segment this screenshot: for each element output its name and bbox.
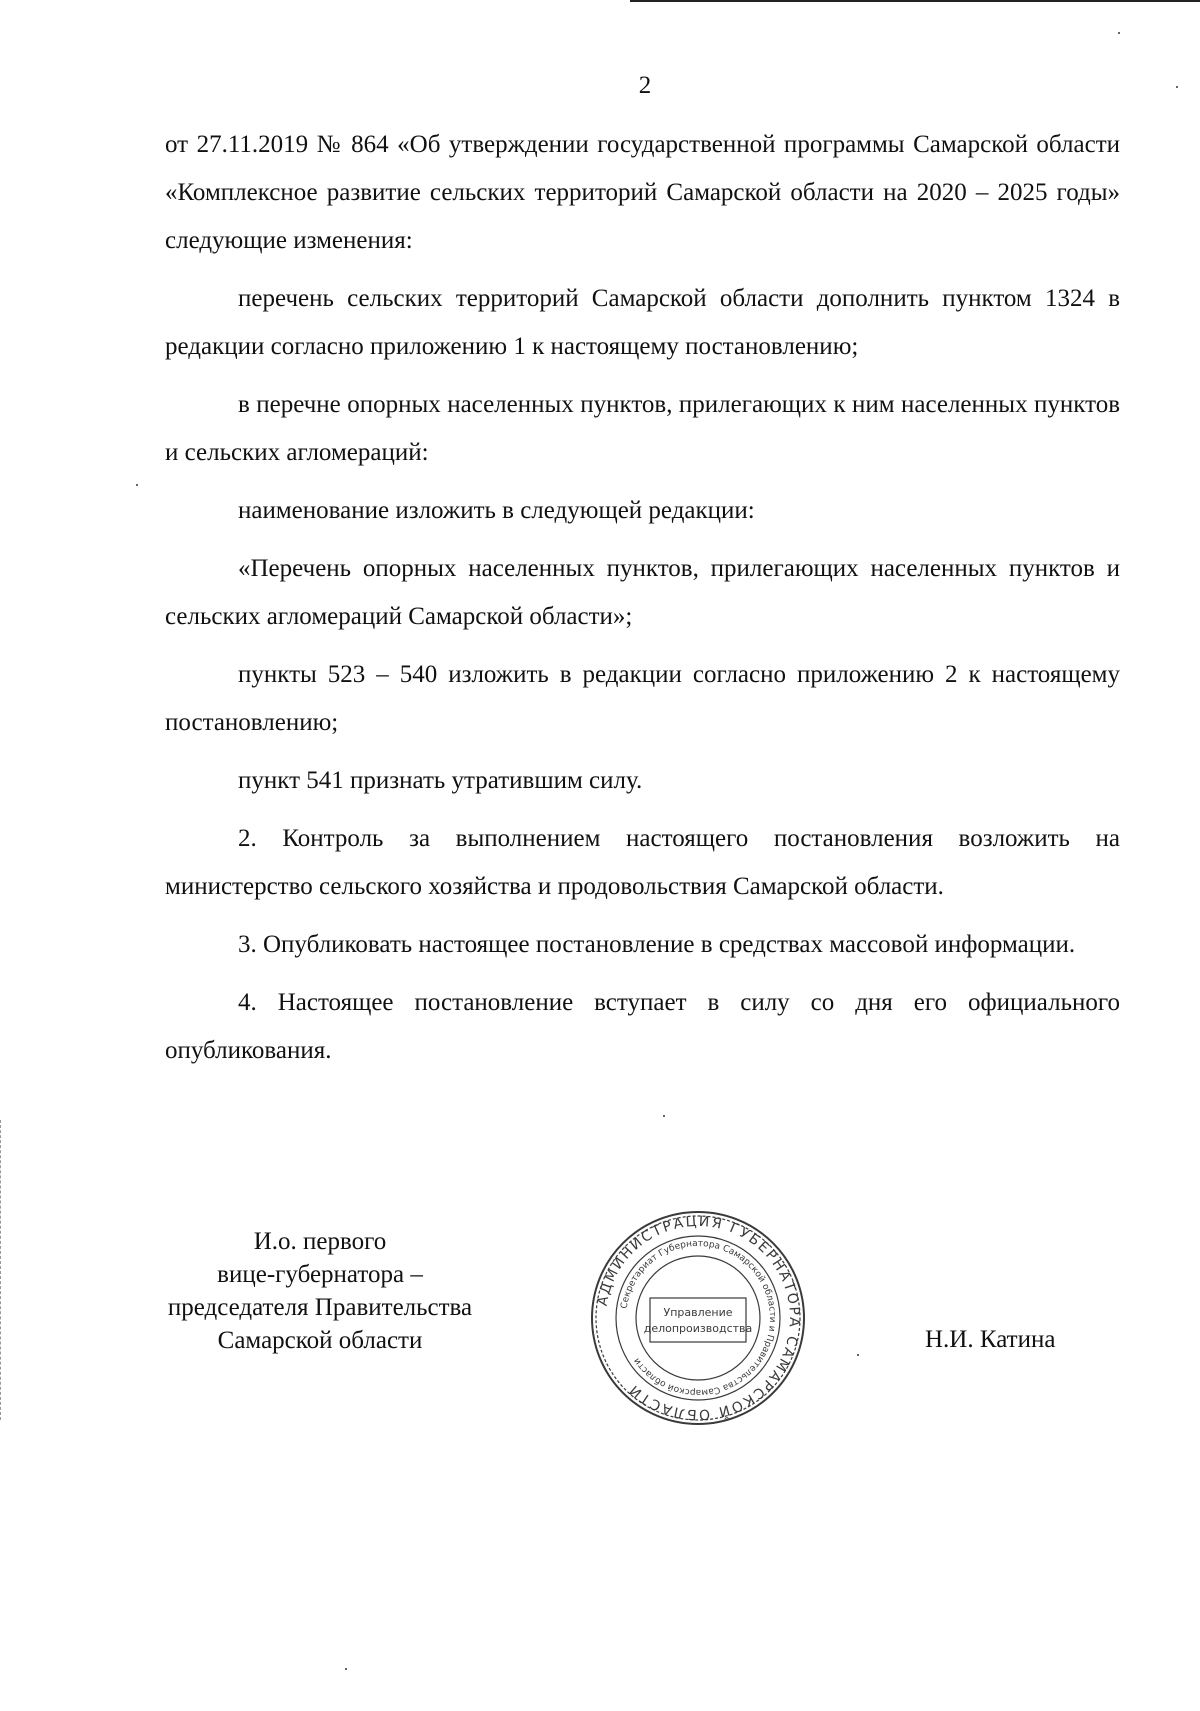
official-seal [588, 1208, 808, 1428]
page-number: 2 [638, 72, 652, 99]
scan-edge-line [630, 0, 1200, 2]
scan-edge-line-left [0, 1120, 2, 1420]
signer-name: Н.И. Катина [925, 1326, 1056, 1353]
paragraph: «Перечень опорных населенных пунктов, прилегающих населенных пунктов и сельских агломераций Самарской области»; [165, 555, 1120, 630]
paragraph-item-2: 2. Контроль за выполнением настоящего постановления возложить на министерство сельского хозяйства и продовольствия Самарской области. [165, 825, 1120, 900]
scan-speck [1176, 86, 1178, 88]
signatory-title-line: И.о. первого [253, 1228, 387, 1255]
paragraph-continuation: от 27.11.2019 № 864 «Об утверждении государственной программы Самарской области «Комплексное развитие сельских территорий Самарской области на 2020 – 2025 годы» следующие изменения: [165, 131, 1120, 254]
signatory-title-line: Самарской области [217, 1327, 423, 1354]
paragraph: наименование изложить в следующей редакции: [238, 497, 755, 524]
paragraph: пункт 541 признать утратившим силу. [238, 767, 643, 794]
scan-speck [663, 1115, 665, 1117]
scan-speck [345, 1668, 347, 1670]
scan-speck [857, 1354, 859, 1356]
signatory-title-line: председателя Правительства [167, 1294, 473, 1321]
scan-speck [1118, 32, 1120, 34]
seal-inner-text: Секретариат Губернатора Самарской области и Правительства Самарской области [619, 1238, 778, 1398]
signatory-title-line: вице-губернатора – [217, 1261, 423, 1288]
seal-outer-text: АДМИНИСТРАЦИЯ ГУБЕРНАТОРА САМАРСКОЙ ОБЛАСТИ [594, 1213, 803, 1423]
seal-center-line-2: делопроизводства [643, 1322, 753, 1335]
paragraph-item-4: 4. Настоящее постановление вступает в силу со дня его официального опубликования. [165, 989, 1120, 1064]
seal-center-line-1: Управление [663, 1306, 733, 1319]
paragraph: пункты 523 – 540 изложить в редакции согласно приложению 2 к настоящему постановлению; [165, 661, 1120, 736]
paragraph: перечень сельских территорий Самарской области дополнить пунктом 1324 в редакции согласно приложению 1 к настоящему постановлению; [165, 285, 1120, 360]
paragraph: в перечне опорных населенных пунктов, прилегающих к ним населенных пунктов и сельских агломераций: [165, 391, 1120, 466]
paragraph-item-3: 3. Опубликовать настоящее постановление в средствах массовой информации. [238, 931, 1076, 958]
scan-speck [136, 484, 138, 486]
document-body [165, 121, 1120, 1075]
signatory-title [130, 1225, 510, 1357]
